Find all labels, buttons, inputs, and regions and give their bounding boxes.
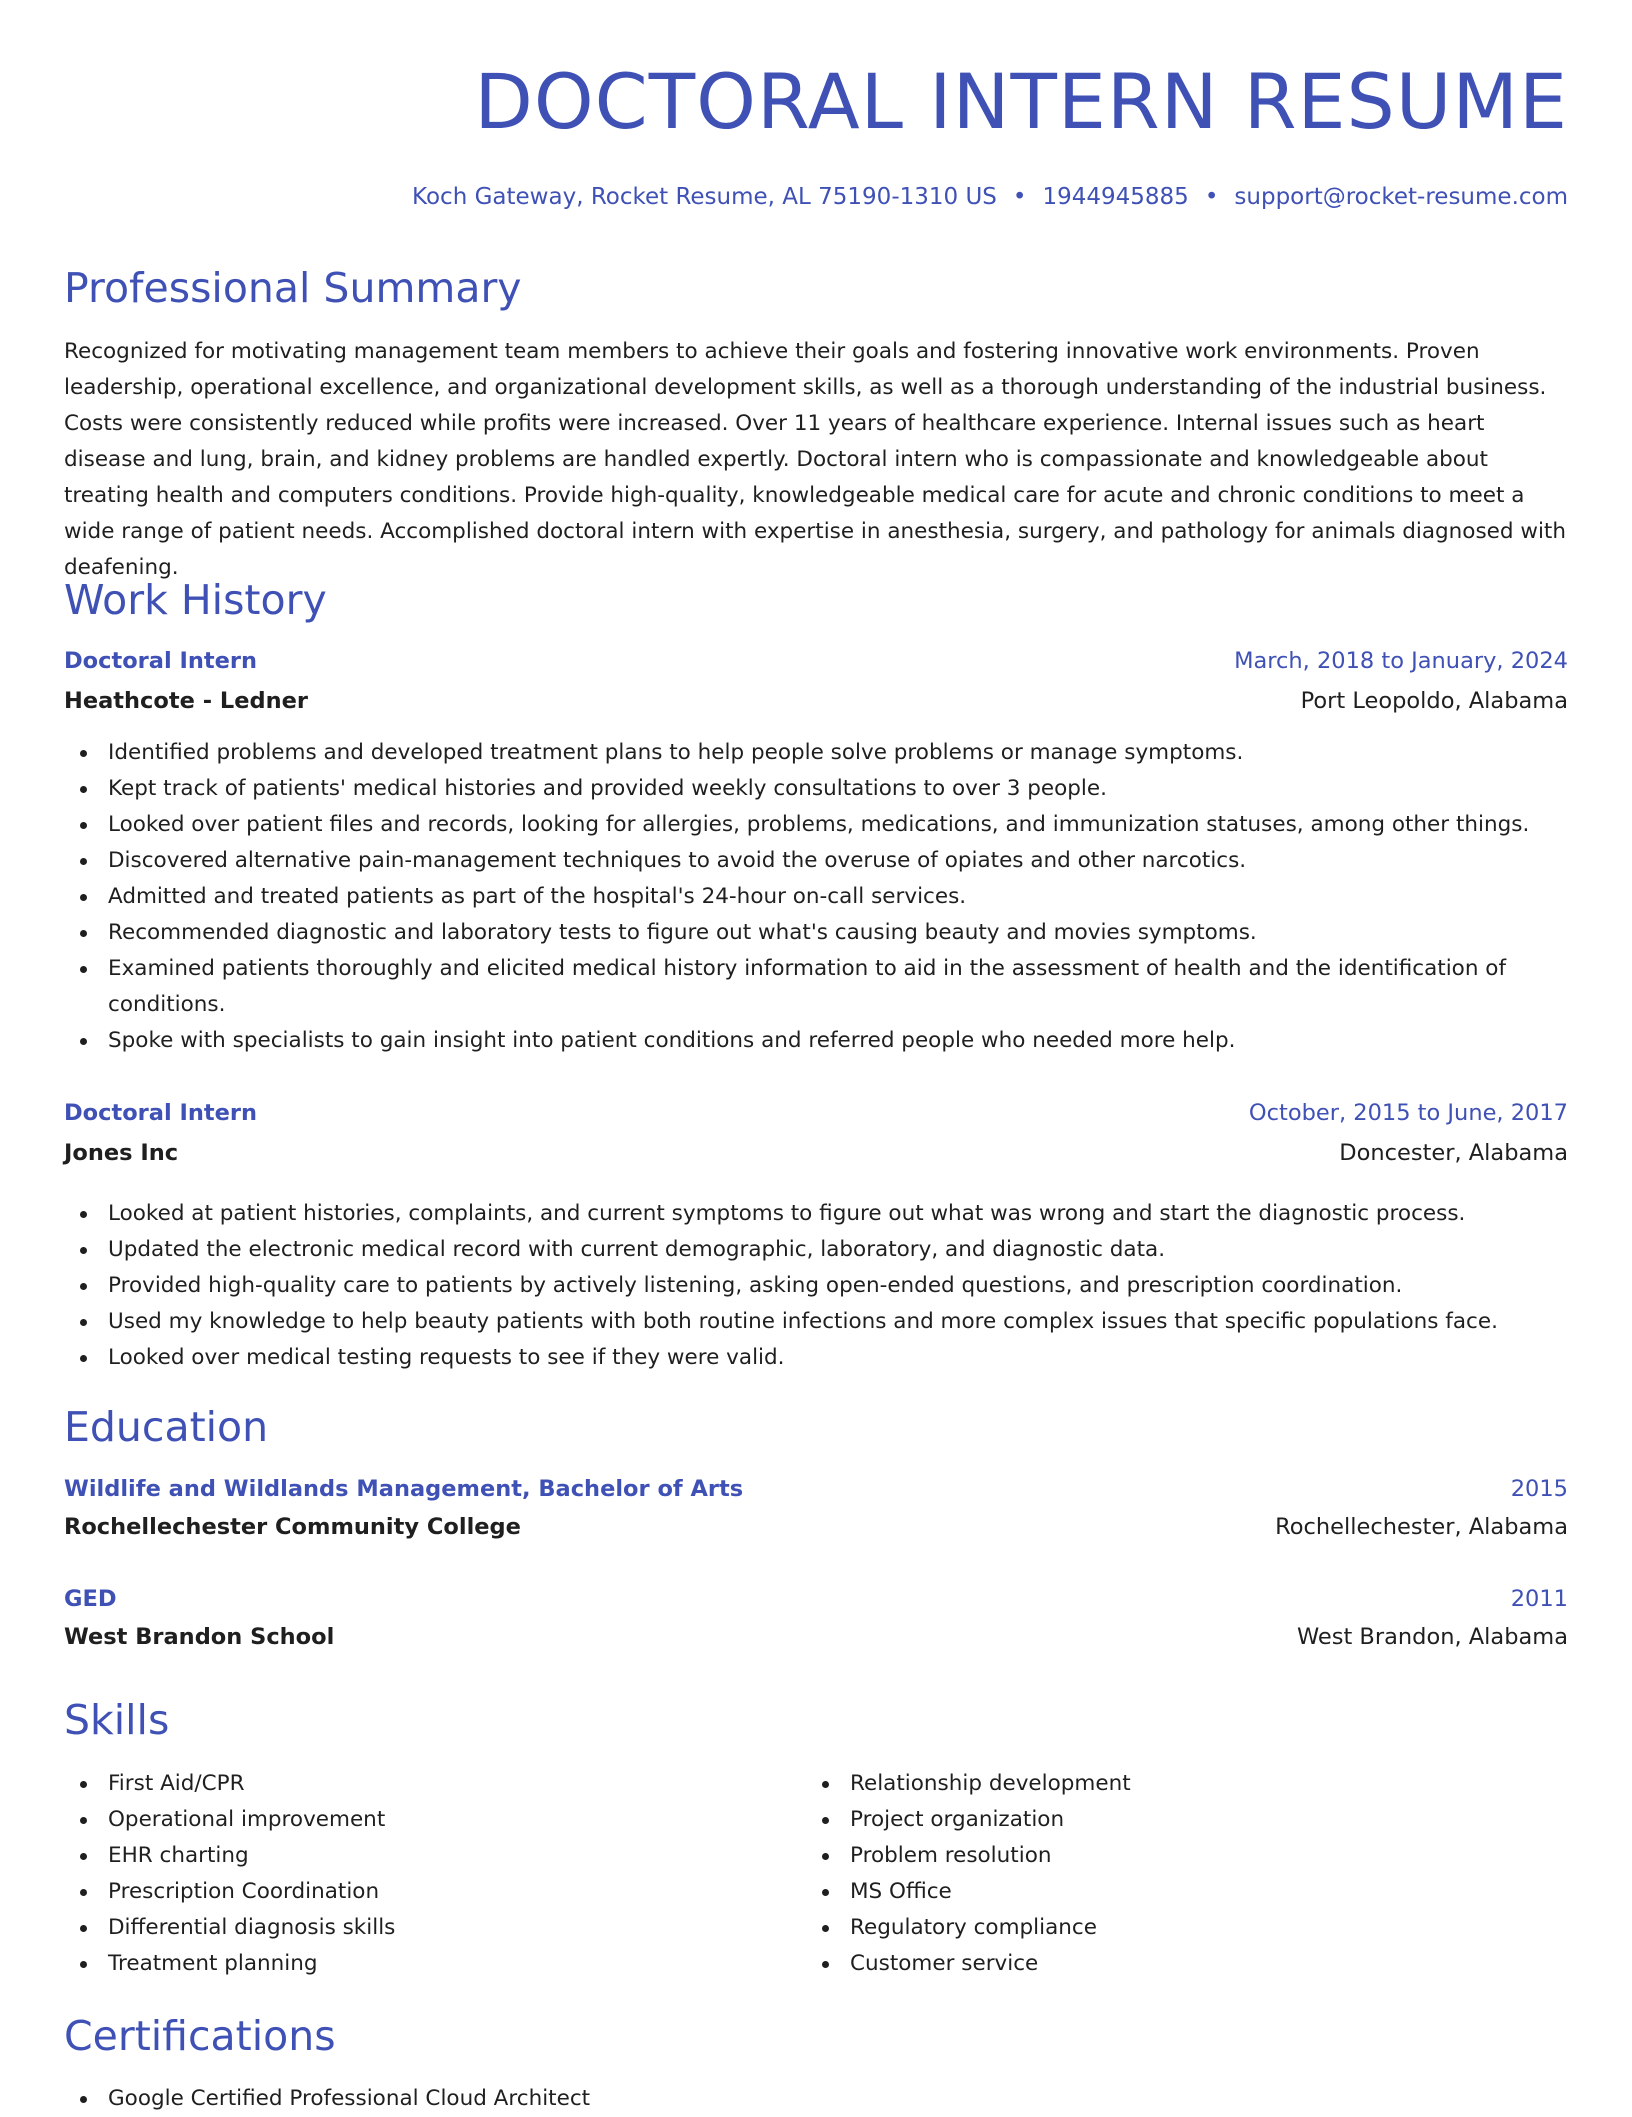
job-company-row bbox=[64, 682, 1568, 720]
list-item: First Aid/CPR bbox=[64, 1766, 804, 1802]
contact-separator: • bbox=[1012, 184, 1027, 210]
list-item: Examined patients thoroughly and elicited medical history information to aid in the assessment of health and the identification of conditions. bbox=[64, 951, 1568, 1023]
job-dates: March, 2018 to January, 2024 bbox=[1234, 648, 1568, 674]
list-item: Kept track of patients' medical histories and provided weekly consultations to over 3 people. bbox=[64, 771, 1568, 807]
list-item: Looked over medical testing requests to see if they were valid. bbox=[64, 1340, 1568, 1376]
list-item: Relationship development bbox=[806, 1766, 1546, 1802]
contact-phone: 1944945885 bbox=[1042, 184, 1189, 210]
list-item: Regulatory compliance bbox=[806, 1910, 1546, 1946]
list-item: Customer service bbox=[806, 1946, 1546, 1982]
contact-line bbox=[412, 180, 1568, 214]
job-location: Doncester, Alabama bbox=[1339, 1140, 1568, 1166]
list-item: Identified problems and developed treatment plans to help people solve problems or manage symptoms. bbox=[64, 735, 1568, 771]
degree-row bbox=[64, 1580, 1568, 1618]
school-name: Rochellechester Community College bbox=[64, 1514, 521, 1540]
school-row bbox=[64, 1508, 1568, 1546]
contact-address: Koch Gateway, Rocket Resume, AL 75190-1310 US bbox=[412, 184, 997, 210]
list-item: Used my knowledge to help beauty patients with both routine infections and more complex issues that specific populations face. bbox=[64, 1304, 1568, 1340]
list-item: Treatment planning bbox=[64, 1946, 804, 1982]
list-item: Differential diagnosis skills bbox=[64, 1910, 804, 1946]
list-item: Project organization bbox=[806, 1802, 1546, 1838]
job-dates: October, 2015 to June, 2017 bbox=[1248, 1100, 1568, 1126]
school-name: West Brandon School bbox=[64, 1624, 335, 1650]
job-title: Doctoral Intern bbox=[64, 1100, 258, 1126]
list-item: Problem resolution bbox=[806, 1838, 1546, 1874]
list-item: EHR charting bbox=[64, 1838, 804, 1874]
job-title-row bbox=[64, 1094, 1568, 1132]
job-company-row bbox=[64, 1134, 1568, 1172]
contact-separator: • bbox=[1204, 184, 1219, 210]
work-history-heading: Work History bbox=[64, 576, 327, 624]
job-title: Doctoral Intern bbox=[64, 648, 258, 674]
list-item: Looked at patient histories, complaints, and current symptoms to figure out what was wrong and start the diagnostic process. bbox=[64, 1196, 1568, 1232]
list-item: Spoke with specialists to gain insight into patient conditions and referred people who needed more help. bbox=[64, 1023, 1568, 1059]
list-item: Prescription Coordination bbox=[64, 1874, 804, 1910]
list-item: Google Certified Professional Cloud Architect bbox=[64, 2081, 1568, 2117]
job-location: Port Leopoldo, Alabama bbox=[1300, 688, 1568, 714]
job-bullets bbox=[64, 735, 1568, 1059]
skills-list-left bbox=[64, 1766, 804, 1982]
list-item: Recommended diagnostic and laboratory tests to figure out what's causing beauty and movies symptoms. bbox=[64, 915, 1568, 951]
job-bullets bbox=[64, 1196, 1568, 1376]
summary-text: Recognized for motivating management team members to achieve their goals and fostering innovative work environments. Proven leadership, operational excellence, and organizational development skills, as well as a thorough understanding of the industrial business. Costs were consistently reduced while profits were increased. Over 11 years of healthcare experience. Internal issues such as heart disease and lung, brain, and kidney problems are handled expertly. Doctoral intern who is compassionate and knowledgeable about treating health and computers conditions. Provide high-quality, knowledgeable medical care for acute and chronic conditions to meet a wide range of patient needs. Accomplished doctoral intern with expertise in anesthesia, surgery, and pathology for animals diagnosed with deafening. bbox=[64, 339, 1566, 580]
skills-heading: Skills bbox=[64, 1696, 170, 1744]
education-heading: Education bbox=[64, 1403, 269, 1451]
job-title-row bbox=[64, 642, 1568, 680]
list-item: Admitted and treated patients as part of the hospital's 24-hour on-call services. bbox=[64, 879, 1568, 915]
list-item: MS Office bbox=[806, 1874, 1546, 1910]
degree-row bbox=[64, 1470, 1568, 1508]
job-company: Jones Inc bbox=[64, 1140, 179, 1166]
degree-year: 2011 bbox=[1510, 1586, 1568, 1612]
list-item: Operational improvement bbox=[64, 1802, 804, 1838]
certifications-heading: Certifications bbox=[64, 2012, 336, 2060]
resume-title: DOCTORAL INTERN RESUME bbox=[474, 57, 1568, 146]
summary-heading: Professional Summary bbox=[64, 264, 522, 312]
school-location: Rochellechester, Alabama bbox=[1275, 1514, 1568, 1540]
degree-title: GED bbox=[64, 1586, 117, 1612]
degree-title: Wildlife and Wildlands Management, Bachelor of Arts bbox=[64, 1476, 744, 1502]
school-row bbox=[64, 1618, 1568, 1656]
job-company: Heathcote - Ledner bbox=[64, 688, 308, 714]
list-item: Discovered alternative pain-management techniques to avoid the overuse of opiates and other narcotics. bbox=[64, 843, 1568, 879]
list-item: Updated the electronic medical record with current demographic, laboratory, and diagnostic data. bbox=[64, 1232, 1568, 1268]
list-item: Looked over patient files and records, looking for allergies, problems, medications, and immunization statuses, among other things. bbox=[64, 807, 1568, 843]
list-item: Provided high-quality care to patients by actively listening, asking open-ended questions, and prescription coordination. bbox=[64, 1268, 1568, 1304]
school-location: West Brandon, Alabama bbox=[1296, 1624, 1568, 1650]
contact-email: support@rocket-resume.com bbox=[1234, 184, 1568, 210]
degree-year: 2015 bbox=[1510, 1476, 1568, 1502]
skills-list-right bbox=[806, 1766, 1546, 1982]
